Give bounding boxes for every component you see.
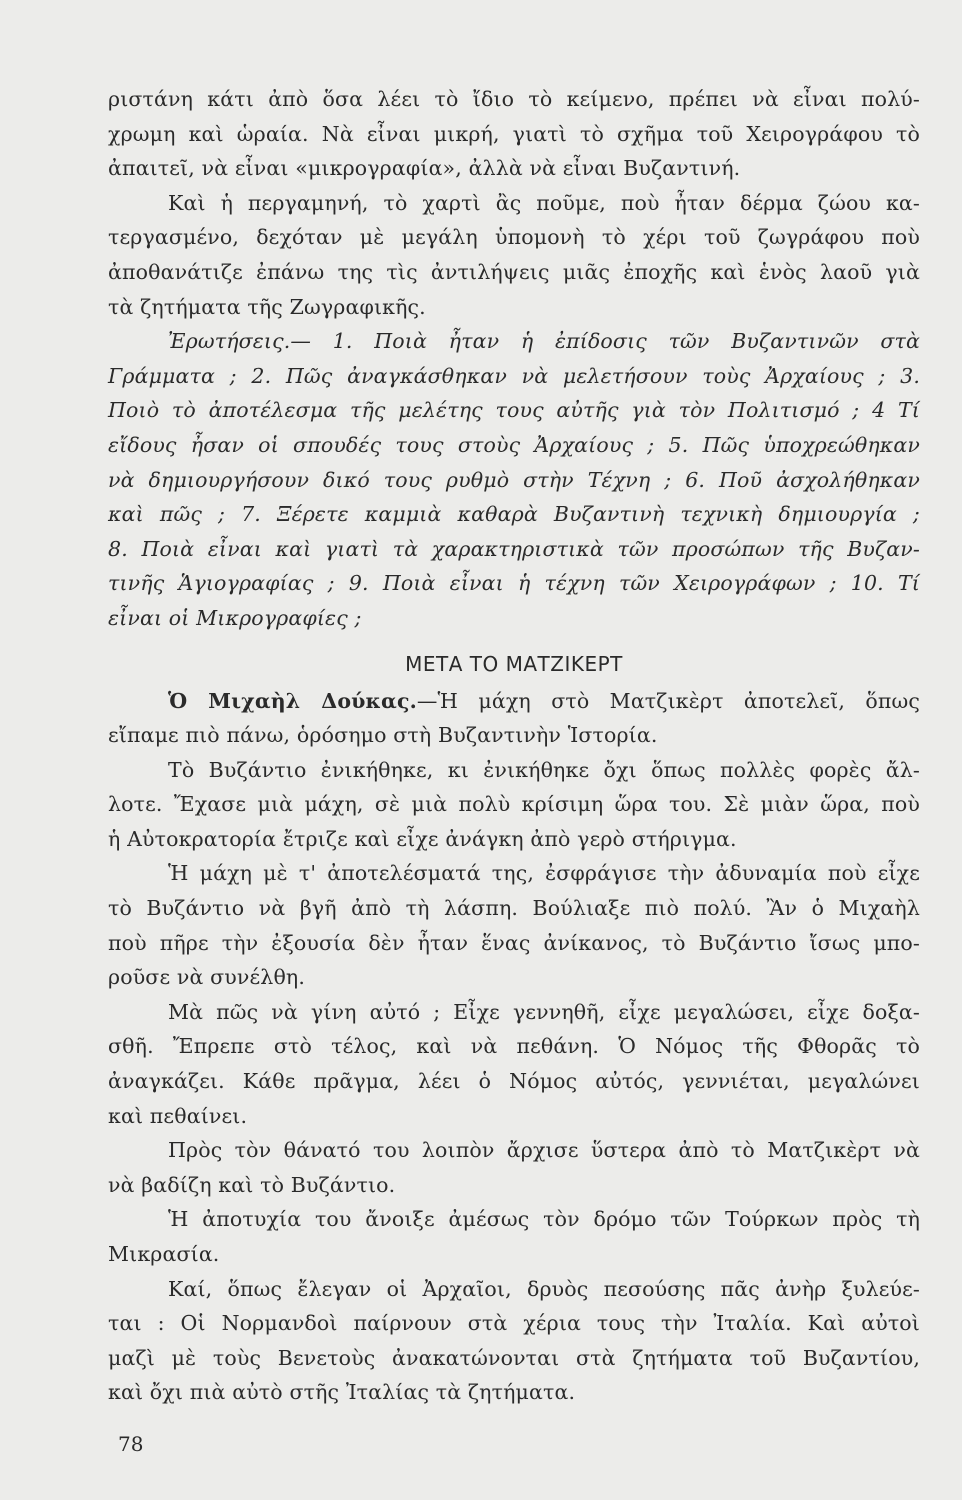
text-line: ριστάνη κάτι ἀπὸ ὅσα λέει τὸ ἴδιο τὸ κείμενο, πρέπει νὰ εἶναι πολύ- xyxy=(108,87,920,111)
section-heading: ΜΕΤΑ ΤΟ ΜΑΤΖΙΚΕΡΤ xyxy=(405,651,623,676)
text-line: Ἐρωτήσεις.— 1. Ποιὰ ἦταν ἡ ἐπίδοσις τῶν Βυζαντινῶν στὰ xyxy=(168,329,920,354)
text-line: καὶ πεθαίνει. xyxy=(108,1103,248,1128)
text-line: Γράμματα ; 2. Πῶς ἀναγκάσθηκαν νὰ μελετήσουν τοὺς Ἀρχαίους ; 3. xyxy=(108,363,920,388)
text-line: Καὶ ἡ περγαμηνή, τὸ χαρτὶ ἂς ποῦμε, ποὺ ἦταν δέρμα ζώου κα- xyxy=(168,190,920,215)
text-line: Μὰ πῶς νὰ γίνη αὐτό ; Εἶχε γεννηθῆ, εἶχε μεγαλώσει, εἶχε δοξα- xyxy=(168,999,920,1024)
text-line: νὰ βαδίζη καὶ τὸ Βυζάντιο. xyxy=(108,1172,396,1197)
text-line: Ποιὸ τὸ ἀποτέλεσμα τῆς μελέτης τους αὐτῆς γιὰ τὸν Πολιτισμό ; 4 Τί xyxy=(108,398,920,423)
text-line: Ἡ μάχη μὲ τ' ἀποτελέσματά της, ἐσφράγισε τὴν ἀδυναμία ποὺ εἶχε xyxy=(168,861,920,886)
text-line: Μικρασία. xyxy=(108,1242,220,1266)
text-line: τεργασμένο, δεχόταν μὲ μεγάλη ὑπομονὴ τὸ χέρι τοῦ ζωγράφου ποὺ xyxy=(108,225,920,250)
text-line: ροῦσε νὰ συνέλθη. xyxy=(108,965,306,990)
page-body xyxy=(108,82,920,1410)
text-line: ἀποθανάτιζε ἐπάνω της τὶς ἀντιλήψεις μιᾶς ἐποχῆς καὶ ἑνὸς λαοῦ γιὰ xyxy=(108,259,920,284)
section-lead-title: Ὁ Μιχαὴλ Δούκας. xyxy=(168,688,417,713)
text-line: ται : Οἱ Νορμανδοὶ παίρνουν στὰ χέρια τους τὴν Ἰταλία. Καὶ αὐτοὶ xyxy=(108,1311,920,1336)
text-line: λοτε. Ἔχασε μιὰ μάχη, σὲ μιὰ πολὺ κρίσιμη ὥρα του. Σὲ μιὰν ὥρα, ποὺ xyxy=(108,792,920,817)
text-line: ἀναγκάζει. Κάθε πρᾶγμα, λέει ὁ Νόμος αὐτός, γεννιέται, μεγαλώνει xyxy=(108,1069,920,1094)
text-line: καὶ πῶς ; 7. Ξέρετε καμμιὰ καθαρὰ Βυζαντινὴ τεχνικὴ δημιουργία ; xyxy=(108,502,920,527)
text-line: Ἡ ἀποτυχία του ἄνοιξε ἀμέσως τὸν δρόμο τῶν Τούρκων πρὸς τὴ xyxy=(168,1207,920,1232)
text-line: νὰ δημιουργήσουν δικό τους ρυθμὸ στὴν Τέχνη ; 6. Ποῦ ἀσχολήθηκαν xyxy=(108,467,920,492)
text-line: Ὁ Μιχαὴλ Δούκας.—Ἡ μάχη στὸ Ματζικὲρτ ἀποτελεῖ, ὅπως xyxy=(168,688,920,713)
text-line: καὶ ὄχι πιὰ αὐτὸ στῆς Ἰταλίας τὰ ζητήματα. xyxy=(108,1380,576,1405)
text-line: τὸ Βυζάντιο νὰ βγῆ ἀπὸ τὴ λάσπη. Βούλιαξε πιὸ πολύ. Ἂν ὁ Μιχαὴλ xyxy=(108,896,920,921)
text-line: Πρὸς τὸν θάνατό του λοιπὸν ἄρχισε ὕστερα ἀπὸ τὸ Ματζικὲρτ νὰ xyxy=(168,1138,920,1163)
text-line: τινῆς Ἁγιογραφίας ; 9. Ποιὰ εἶναι ἡ τέχνη τῶν Χειρογράφων ; 10. Τί xyxy=(108,571,920,596)
text-line: Καί, ὅπως ἔλεγαν οἱ Ἀρχαῖοι, δρυὸς πεσούσης πᾶς ἀνὴρ ξυλεύε- xyxy=(168,1276,920,1301)
text-line: ἀπαιτεῖ, νὰ εἶναι «μικρογραφία», ἀλλὰ νὰ εἶναι Βυζαντινή. xyxy=(108,156,741,181)
text-line: εἴδους ἦσαν οἱ σπουδές τους στοὺς Ἀρχαίους ; 5. Πῶς ὑποχρεώθηκαν xyxy=(108,432,920,457)
text-line: ἡ Αὐτοκρατορία ἔτριζε καὶ εἶχε ἀνάγκη ἀπὸ γερὸ στήριγμα. xyxy=(108,826,737,851)
text-line: σθῆ. Ἔπρεπε στὸ τέλος, καὶ νὰ πεθάνη. Ὁ Νόμος τῆς Φθορᾶς τὸ xyxy=(108,1034,920,1059)
page-number: 78 xyxy=(118,1432,144,1456)
text-line: ποὺ πῆρε τὴν ἐξουσία δὲν ἦταν ἕνας ἀνίκανος, τὸ Βυζάντιο ἴσως μπο- xyxy=(108,930,920,955)
text-line: μαζὶ μὲ τοὺς Βενετοὺς ἀνακατώνονται στὰ ζητήματα τοῦ Βυζαντίου, xyxy=(108,1345,920,1370)
text-line: τὰ ζητήματα τῆς Ζωγραφικῆς. xyxy=(108,294,426,319)
text-line: εἶναι οἱ Μικρογραφίες ; xyxy=(108,605,362,630)
text-line: 8. Ποιὰ εἶναι καὶ γιατὶ τὰ χαρακτηριστικὰ τῶν προσώπων τῆς Βυζαν- xyxy=(108,536,920,561)
text-line: Τὸ Βυζάντιο ἐνικήθηκε, κι ἐνικήθηκε ὄχι ὅπως πολλὲς φορὲς ἄλ- xyxy=(168,757,920,782)
text-line: χρωμη καὶ ὡραία. Νὰ εἶναι μικρή, γιατὶ τὸ σχῆμα τοῦ Χειρογράφου τὸ xyxy=(108,121,920,146)
text-line: εἴπαμε πιὸ πάνω, ὁρόσημο στὴ Βυζαντινὴν Ἱστορία. xyxy=(108,723,658,748)
